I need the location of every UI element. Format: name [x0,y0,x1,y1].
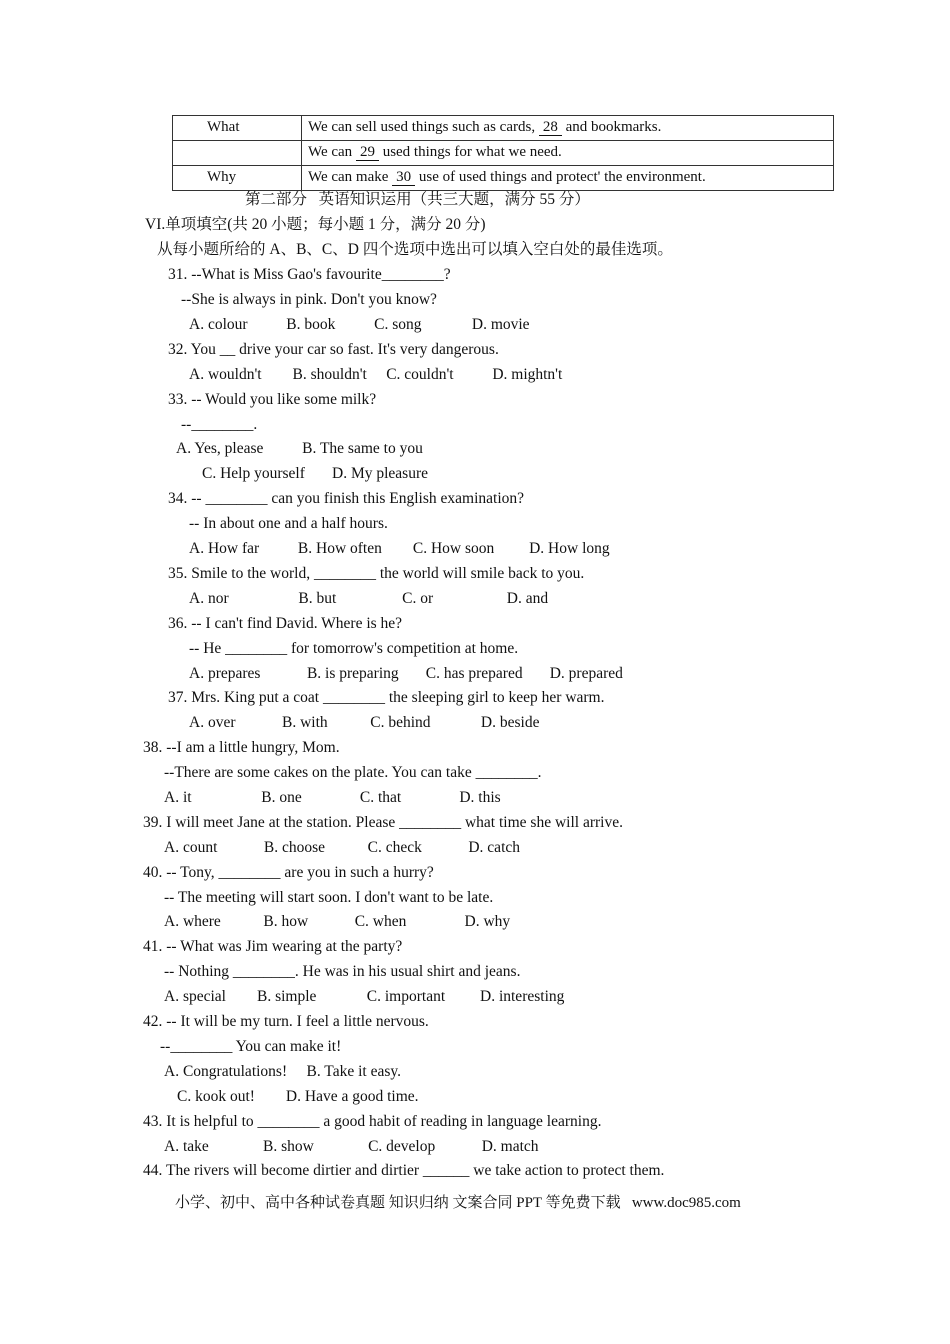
row-label [173,141,302,166]
answer-line: -- The meeting will start soon. I don't want to be late. [164,889,494,906]
table-cell: We can 29 used things for what we need. [302,141,834,166]
options-42b: C. kook out! D. Have a good time. [177,1088,419,1105]
question-34: 34. -- ________ can you finish this English examination? [168,490,525,507]
options-40: A. where B. how C. when D. why [164,913,511,930]
question-43: 43. It is helpful to ________ a good habit of reading in language learning. [143,1113,602,1130]
options-41: A. special B. simple C. important D. interesting [164,988,565,1005]
question-39: 39. I will meet Jane at the station. Please ________ what time she will arrive. [143,814,623,831]
row-label: Why [173,166,302,191]
table-row [173,116,834,141]
options-43: A. take B. show C. develop D. match [164,1138,539,1155]
question-35: 35. Smile to the world, ________ the world will smile back to you. [168,565,585,582]
question-44: 44. The rivers will become dirtier and dirtier ______ we take action to protect them. [143,1162,665,1179]
summary-table [172,115,834,191]
question-33: 33. -- Would you like some milk? [168,391,377,408]
answer-line: -- In about one and a half hours. [189,515,388,532]
table-row [173,166,834,191]
answer-line: --________ You can make it! [160,1038,342,1055]
table-row [173,141,834,166]
options-33b: C. Help yourself D. My pleasure [202,465,428,482]
footer-text: 小学、初中、高中各种试卷真题 知识归纳 文案合同 PPT 等免费下载 www.doc985.com [175,1195,741,1211]
options-33a: A. Yes, please B. The same to you [176,440,423,457]
table-cell: We can sell used things such as cards, 28 and bookmarks. [302,116,834,141]
part-title: 第二部分 英语知识运用（共三大题，满分 55 分） [245,191,590,208]
options-37: A. over B. with C. behind D. beside [189,714,540,731]
question-42: 42. -- It will be my turn. I feel a little nervous. [143,1013,429,1030]
answer-line: -- He ________ for tomorrow's competition at home. [189,640,519,657]
blank-29: 29 [356,144,379,161]
question-36: 36. -- I can't find David. Where is he? [168,615,403,632]
answer-line: --She is always in pink. Don't you know? [181,291,437,308]
question-41: 41. -- What was Jim wearing at the party? [143,938,403,955]
blank-28: 28 [539,119,562,136]
section-title: VI.单项填空(共 20 小题；每小题 1 分，满分 20 分) [145,216,486,233]
options-34: A. How far B. How often C. How soon D. How long [189,540,610,557]
options-32: A. wouldn't B. shouldn't C. couldn't D. mightn't [189,366,563,383]
question-37: 37. Mrs. King put a coat ________ the sleeping girl to keep her warm. [168,689,605,706]
options-35: A. nor B. but C. or D. and [189,590,549,607]
options-31: A. colour B. book C. song D. movie [189,316,530,333]
instruction: 从每小题所给的 A、B、C、D 四个选项中选出可以填入空白处的最佳选项。 [157,241,673,258]
options-38: A. it B. one C. that D. this [164,789,501,806]
options-39: A. count B. choose C. check D. catch [164,839,521,856]
options-42a: A. Congratulations! B. Take it easy. [164,1063,401,1080]
answer-line: -- Nothing ________. He was in his usual shirt and jeans. [164,963,521,980]
answer-line: --________. [181,416,258,433]
answer-line: --There are some cakes on the plate. You can take ________. [164,764,542,781]
question-32: 32. You __ drive your car so fast. It's very dangerous. [168,341,499,358]
table-cell: We can make 30 use of used things and protect' the environment. [302,166,834,191]
row-label: What [173,116,302,141]
question-40: 40. -- Tony, ________ are you in such a hurry? [143,864,434,881]
options-36: A. prepares B. is preparing C. has prepared D. prepared [189,665,623,682]
question-38: 38. --I am a little hungry, Mom. [143,739,340,756]
question-31: 31. --What is Miss Gao's favourite________? [168,266,451,283]
blank-30: 30 [392,169,415,186]
